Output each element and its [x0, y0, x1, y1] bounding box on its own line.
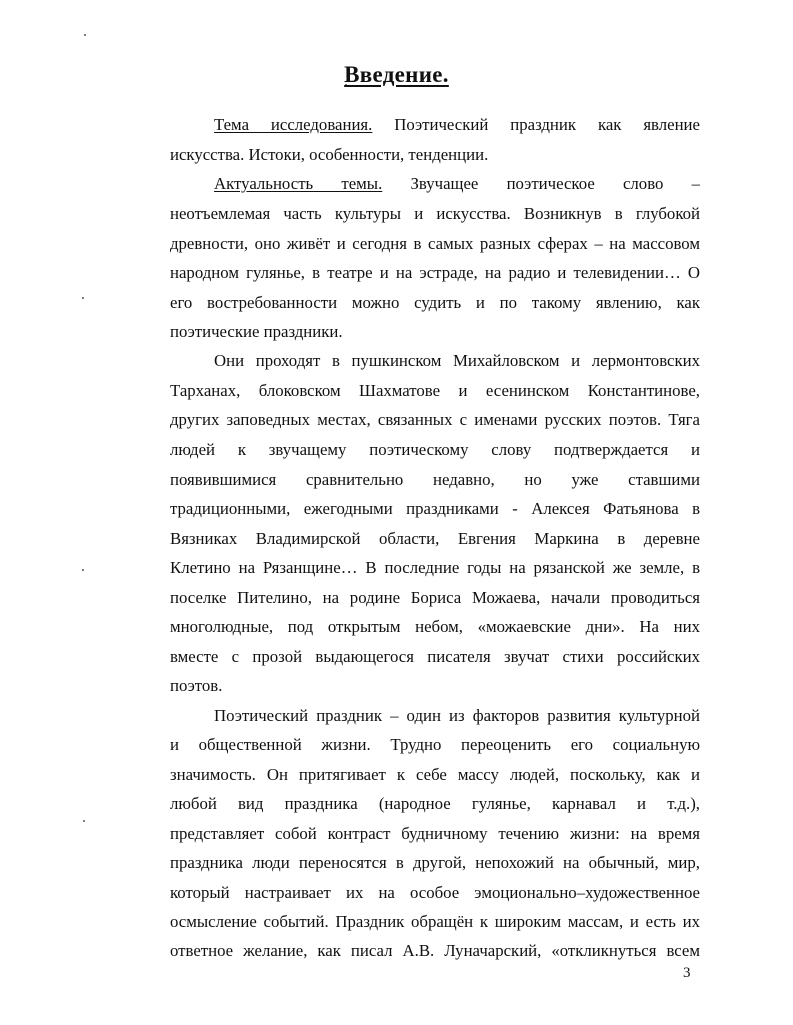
text-line: любой вид праздника (народное гулянье, карнавал и т.д.),	[170, 794, 700, 813]
relevance-label: Актуальность темы.	[214, 174, 383, 193]
scan-speck	[83, 820, 85, 822]
text-line: других заповедных местах, связанных с именами русских поэтов. Тяга	[170, 410, 700, 429]
text-line: и общественной жизни. Трудно переоценить его социальную	[170, 735, 700, 754]
text-line: традиционными, ежегодными праздниками - Алексея Фатьянова в	[170, 499, 700, 518]
text-line: праздника люди переносятся в другой, непохожий на обычный, мир,	[170, 853, 700, 872]
text-line: древности, оно живёт и сегодня в самых разных сферах – на массовом	[170, 234, 700, 253]
topic-line	[214, 115, 700, 135]
text-line: Вязниках Владимирской области, Евгения Маркина в деревне	[170, 529, 700, 548]
scan-speck	[82, 569, 84, 571]
text-line: многолюдные, под открытым небом, «можаевские дни». На них	[170, 617, 700, 636]
topic-line-2: искусства. Истоки, особенности, тенденции.	[170, 145, 489, 164]
relevance-text: Звучащее поэтическое слово –	[410, 174, 701, 193]
text-line: народном гулянье, в театре и на эстраде, на радио и телевидении… О	[170, 263, 700, 282]
text-line: людей к звучащему поэтическому слову подтверждается и	[170, 440, 700, 459]
text-line: поэтические праздники.	[170, 322, 343, 341]
text-line: Они проходят в пушкинском Михайловском и лермонтовских	[214, 351, 700, 370]
text-line: Тарханах, блоковском Шахматове и есенинском Константинове,	[170, 381, 700, 400]
text-line: неотъемлемая часть культуры и искусства. Возникнув в глубокой	[170, 204, 700, 223]
text-line: поселке Пителино, на родине Бориса Можаева, начали проводиться	[170, 588, 700, 607]
text-line: Клетино на Рязанщине… В последние годы на рязанской же земле, в	[170, 558, 700, 577]
page-title: Введение.	[344, 62, 449, 87]
text-line: который настраивает их на особое эмоционально–художественное	[170, 883, 700, 902]
text-line: значимость. Он притягивает к себе массу людей, поскольку, как и	[170, 765, 700, 784]
topic-text: Поэтический праздник как явление	[394, 115, 700, 134]
text-line: Поэтический праздник – один из факторов развития культурной	[214, 706, 700, 725]
text-line: появившимися сравнительно недавно, но уже ставшими	[170, 470, 700, 489]
text-line: поэтов.	[170, 676, 223, 695]
text-line: представляет собой контраст будничному течению жизни: на время	[170, 824, 700, 843]
relevance-line	[214, 174, 700, 194]
page-number: 3	[683, 965, 691, 981]
scan-speck	[82, 297, 84, 299]
text-line: его востребованности можно судить и по такому явлению, как	[170, 293, 700, 312]
text-line: осмысление событий. Праздник обращён к широким массам, и есть их	[170, 912, 700, 931]
topic-label: Тема исследования.	[214, 115, 373, 134]
scan-speck	[84, 34, 86, 36]
text-line: вместе с прозой выдающегося писателя звучат стихи российских	[170, 647, 700, 666]
text-line: ответное желание, как писал А.В. Луначарский, «откликнуться всем	[170, 941, 700, 960]
